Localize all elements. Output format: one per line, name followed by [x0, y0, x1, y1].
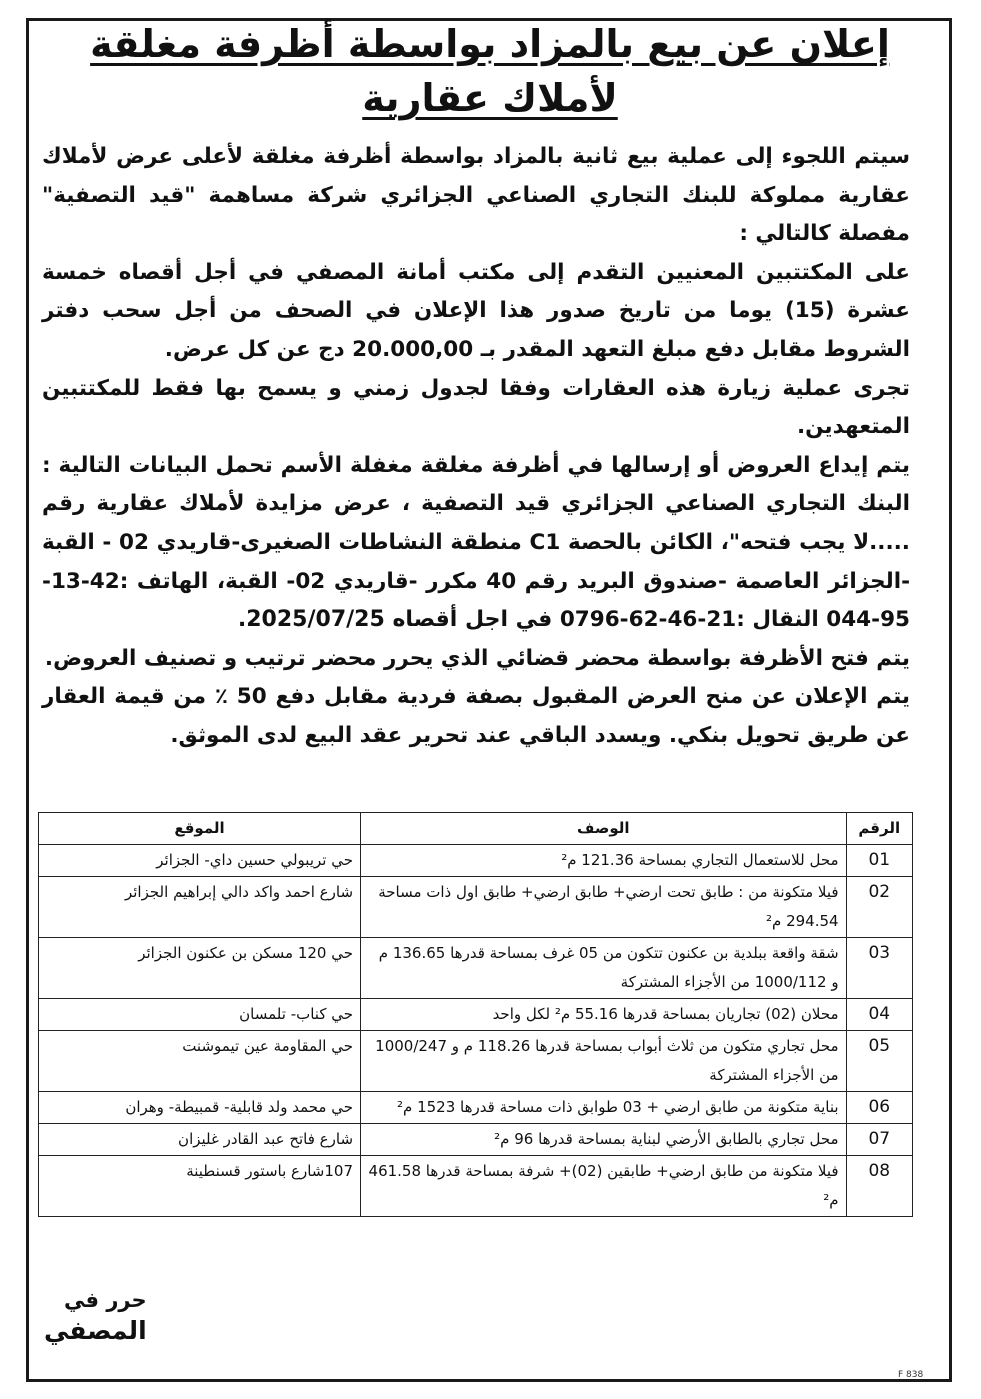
- row-number: 08: [846, 1156, 912, 1217]
- row-description: محلان (02) تجاريان بمساحة قدرها 55.16 م² لكل واحد: [361, 999, 847, 1031]
- row-location: حي كناب- تلمسان: [39, 999, 361, 1031]
- table-row: [39, 1156, 913, 1217]
- row-location: شارع احمد واكد دالي إبراهيم الجزائر: [39, 877, 361, 938]
- signoff-label: حرر في: [64, 1288, 147, 1312]
- submission-address: يتم إيداع العروض أو إرسالها في أظرفة مغلقة مغفلة الأسم تحمل البيانات التالية : البنك التجاري الصناعي الجزائري قيد التصفية ، عرض مزايدة لأملاك عقارية رقم .....لا يجب فتحه"، الكائن بالحصة C1 منطقة النشاطات الصغيرى-قاريدي 02 - القبة -الجزائر العاصمة -صندوق البريد رقم 40 مكرر -قاريدي 02- القبة، الهاتف :42-13-95-044 النقال :21-46-62-0796: [42, 452, 910, 633]
- row-description: شقة واقعة ببلدية بن عكنون تتكون من 05 غرف بمساحة قدرها 136.65 م و 1000/112 من الأجزاء المشتركة: [361, 938, 847, 999]
- header-number: الرقم: [846, 813, 912, 845]
- table-row: [39, 1124, 913, 1156]
- row-number: 01: [846, 845, 912, 877]
- row-description: فيلا متكونة من طابق ارضي+ طابقين (02)+ شرفة بمساحة قدرها 461.58 م²: [361, 1156, 847, 1217]
- signoff-block: [44, 1288, 147, 1345]
- row-number: 06: [846, 1092, 912, 1124]
- announcement-subtitle: لأملاك عقارية: [362, 76, 618, 120]
- paragraph-intro: سيتم اللجوء إلى عملية بيع ثانية بالمزاد بواسطة أظرفة مغلقة لأعلى عرض لأملاك عقارية مملوكة للبنك التجاري الصناعي الجزائري شركة مساهمة "قيد التصفية" مفصلة كالتالي :: [42, 144, 910, 247]
- signoff-signatory: المصفي: [44, 1316, 147, 1345]
- header-location: الموقع: [39, 813, 361, 845]
- table-row: [39, 999, 913, 1031]
- row-number: 05: [846, 1031, 912, 1092]
- row-number: 04: [846, 999, 912, 1031]
- row-description: فيلا متكونة من : طابق تحت ارضي+ طابق ارضي+ طابق اول ذات مساحة 294.54 م²: [361, 877, 847, 938]
- reference-code: F 838: [898, 1370, 924, 1380]
- paragraph-submission: [42, 447, 910, 640]
- row-number: 07: [846, 1124, 912, 1156]
- paragraph-visits: تجرى عملية زيارة هذه العقارات وفقا لجدول زمني و يسمح بها فقط للمكتتبين المتعهدين.: [42, 375, 910, 440]
- row-location: 107شارع باستور قسنطينة: [39, 1156, 361, 1217]
- paragraph-opening: يتم فتح الأظرفة بواسطة محضر قضائي الذي يحرر محضر ترتيب و تصنيف العروض.: [44, 645, 910, 671]
- table-row: [39, 877, 913, 938]
- row-location: حي المقاومة عين تيموشنت: [39, 1031, 361, 1092]
- paragraph-conditions: على المكتتبين المعنيين التقدم إلى مكتب أمانة المصفي في أجل أقصاه خمسة عشرة (15) يوما من تاريخ صدور هذا الإعلان في الصحف من أجل سحب دفتر الشروط مقابل دفع مبلغ التعهد المقدر بـ 20.000,00 دج عن كل عرض.: [42, 259, 910, 362]
- table-row: [39, 1092, 913, 1124]
- row-location: حي تريبولي حسين داي- الجزائر: [39, 845, 361, 877]
- row-number: 03: [846, 938, 912, 999]
- row-location: شارع فاتح عبد القادر غليزان: [39, 1124, 361, 1156]
- row-description: بناية متكونة من طابق ارضي + 03 طوابق ذات مساحة قدرها 1523 م²: [361, 1092, 847, 1124]
- row-location: حي 120 مسكن بن عكنون الجزائر: [39, 938, 361, 999]
- row-description: محل للاستعمال التجاري بمساحة 121.36 م²: [361, 845, 847, 877]
- row-number: 02: [846, 877, 912, 938]
- table-row: [39, 1031, 913, 1092]
- table-row: [39, 938, 913, 999]
- properties-table: [38, 812, 913, 1217]
- submission-deadline: في اجل أقصاه 2025/07/25.: [237, 607, 553, 633]
- header-description: الوصف: [361, 813, 847, 845]
- announcement-title: إعلان عن بيع بالمزاد بواسطة أظرفة مغلقة: [90, 22, 890, 66]
- table-header-row: [39, 813, 913, 845]
- table-row: [39, 845, 913, 877]
- row-description: محل تجاري متكون من ثلاث أبواب بمساحة قدرها 118.26 م و 1000/247 من الأجزاء المشتركة: [361, 1031, 847, 1092]
- paragraph-payment: يتم الإعلان عن منح العرض المقبول بصفة فردية مقابل دفع 50 ٪ من قيمة العقار عن طريق تحويل بنكي. ويسدد الباقي عند تحرير عقد البيع لدى الموثق.: [42, 684, 910, 748]
- row-description: محل تجاري بالطابق الأرضي لبناية بمساحة قدرها 96 م²: [361, 1124, 847, 1156]
- row-location: حي محمد ولد قابلية- قمبيطة- وهران: [39, 1092, 361, 1124]
- announcement-body: [42, 138, 910, 756]
